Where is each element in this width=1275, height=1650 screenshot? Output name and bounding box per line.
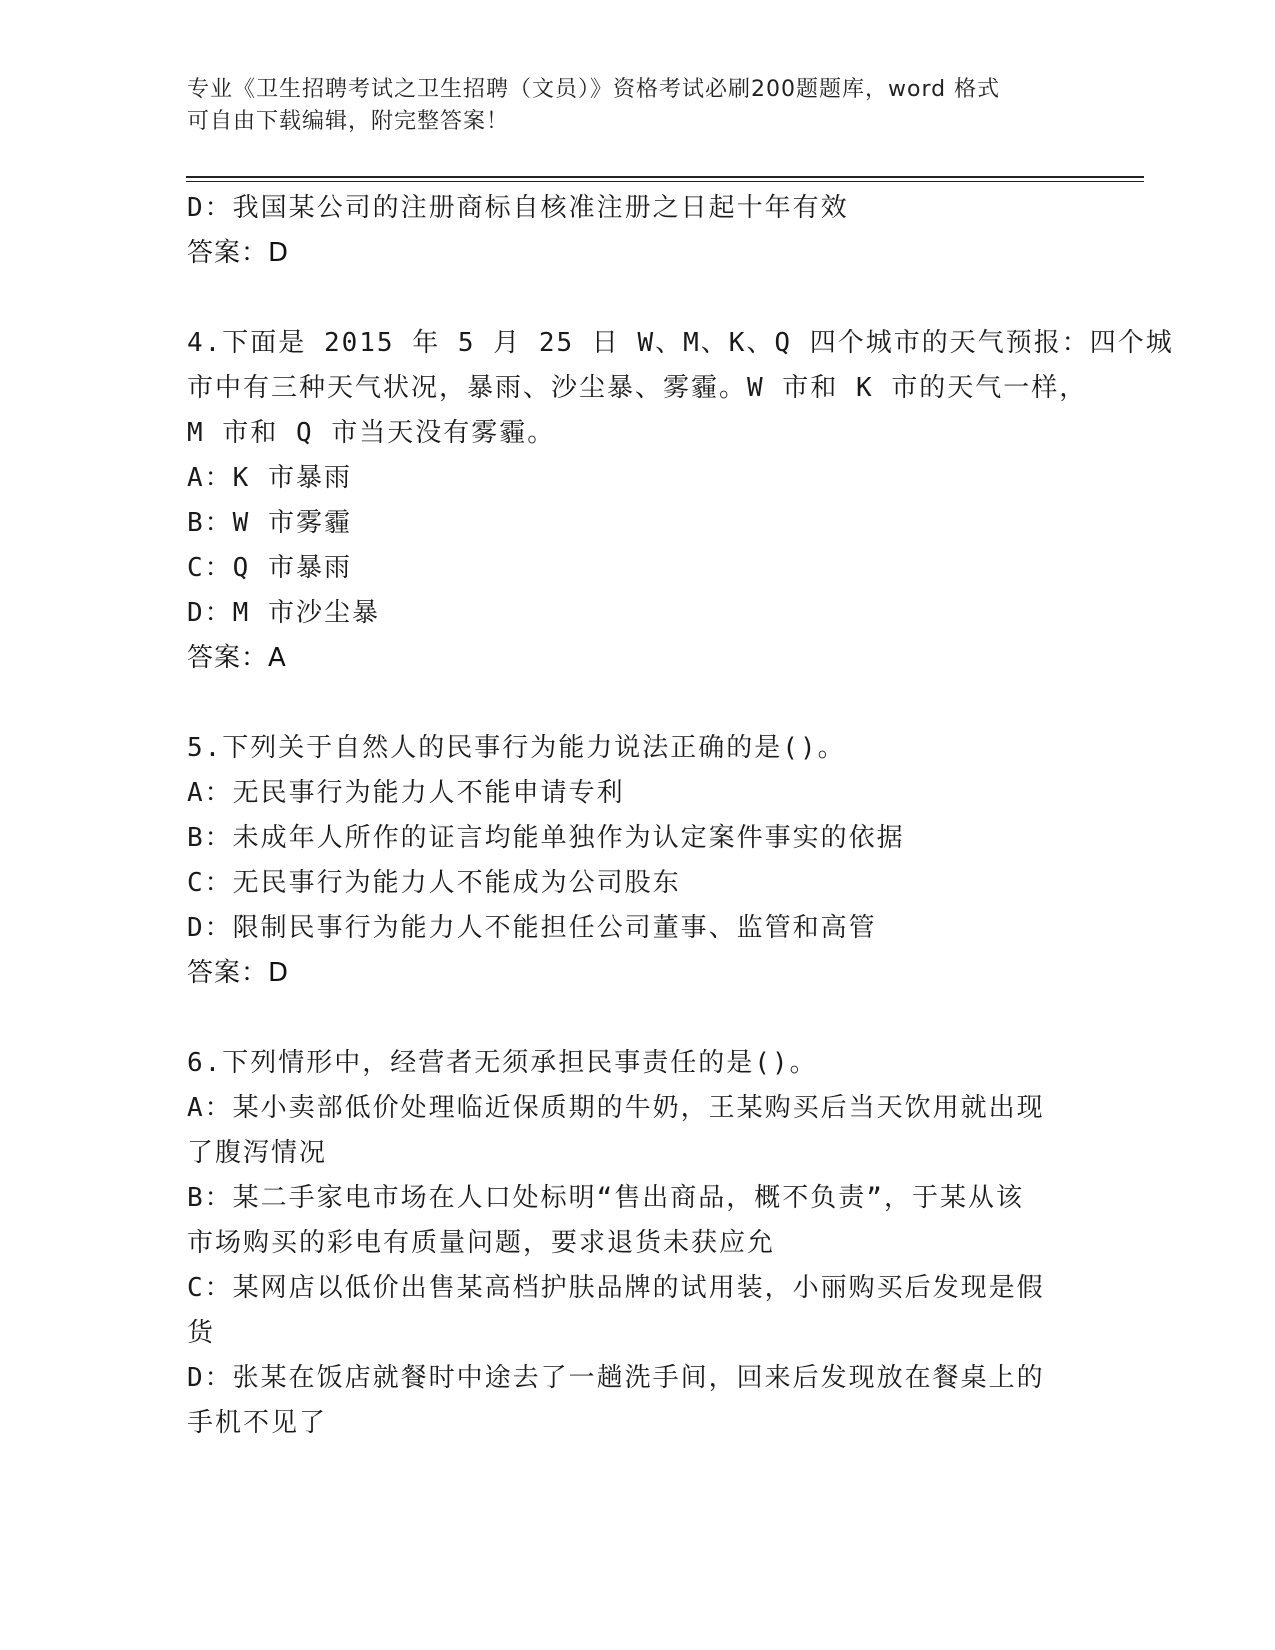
question-4-option-d: D：M 市沙尘暴 [187, 598, 380, 628]
question-3-option-d: D：我国某公司的注册商标自核准注册之日起十年有效 [187, 193, 849, 223]
question-5-option-b: B：未成年人所作的证言均能单独作为认定案件事实的依据 [187, 823, 905, 853]
question-6-option-a-line-2: 了腹泻情况 [187, 1138, 328, 1168]
question-5-stem: 5.下列关于自然人的民事行为能力说法正确的是()。 [187, 733, 846, 763]
question-6-option-c-line-2: 货 [187, 1318, 216, 1348]
question-6-option-b-line-2: 市场购买的彩电有质量问题，要求退货未获应允 [187, 1228, 776, 1258]
question-4-option-c: C：Q 市暴雨 [187, 553, 352, 583]
question-6 [187, 1041, 1067, 1446]
question-4-stem-line-2: 市中有三种天气状况，暴雨、沙尘暴、雾霾。W 市和 K 市的天气一样， [187, 373, 1088, 403]
header-divider-thick [186, 176, 1144, 178]
question-3-answer: 答案：D [187, 238, 290, 268]
header-title-line-1: 专业《卫生招聘考试之卫生招聘（文员）》资格考试必刷200题题库，word 格式 [187, 77, 1001, 102]
spacer [187, 681, 1067, 726]
question-5-option-a: A：无民事行为能力人不能申请专利 [187, 778, 625, 808]
question-4-stem-line-1: 4.下面是 2015 年 5 月 25 日 W、M、K、Q 四个城市的天气预报：四个城 [187, 328, 1174, 358]
question-6-stem: 6.下列情形中，经营者无须承担民事责任的是()。 [187, 1048, 818, 1078]
question-3 [187, 186, 1067, 276]
question-6-option-b-line-1: B：某二手家电市场在人口处标明“售出商品，概不负责”，于某从该 [187, 1183, 1024, 1213]
question-5 [187, 726, 1067, 996]
question-4-option-a: A：K 市暴雨 [187, 463, 352, 493]
question-6-option-a-line-1: A：某小卖部低价处理临近保质期的牛奶，王某购买后当天饮用就出现 [187, 1093, 1045, 1123]
question-4-answer: 答案：A [187, 643, 287, 673]
header-title-line-2: 可自由下载编辑，附完整答案！ [187, 109, 510, 134]
question-5-option-c: C：无民事行为能力人不能成为公司股东 [187, 868, 681, 898]
document-header [187, 74, 1087, 138]
question-6-option-c-line-1: C：某网店以低价出售某高档护肤品牌的试用装，小丽购买后发现是假 [187, 1273, 1045, 1303]
spacer [187, 996, 1067, 1041]
header-divider-thin [186, 181, 1144, 182]
question-4 [187, 321, 1174, 681]
document-body [187, 186, 1174, 1446]
question-5-option-d: D：限制民事行为能力人不能担任公司董事、监管和高管 [187, 913, 877, 943]
question-4-option-b: B：W 市雾霾 [187, 508, 352, 538]
question-5-answer: 答案：D [187, 958, 290, 988]
question-6-option-d-line-2: 手机不见了 [187, 1408, 328, 1438]
question-6-option-d-line-1: D：张某在饭店就餐时中途去了一趟洗手间，回来后发现放在餐桌上的 [187, 1363, 1045, 1393]
question-4-stem-line-3: M 市和 Q 市当天没有雾霾。 [187, 418, 556, 448]
spacer [187, 276, 1067, 321]
